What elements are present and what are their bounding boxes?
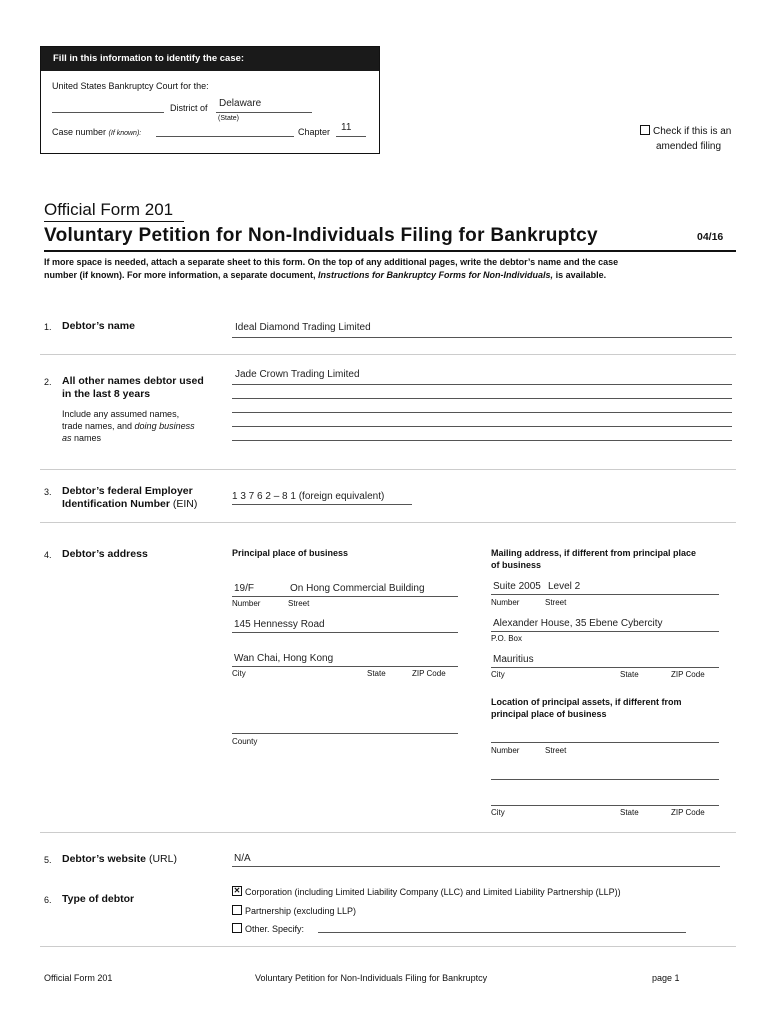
- county-label: County: [232, 737, 258, 746]
- title-rule: [44, 250, 736, 252]
- assets-city-label: City: [491, 808, 505, 817]
- form-version: 04/16: [697, 231, 724, 243]
- principal-zip-label: ZIP Code: [412, 669, 446, 678]
- principal-city-field[interactable]: [232, 666, 458, 667]
- assets-street-label: Street: [545, 746, 567, 755]
- checkbox-icon[interactable]: [232, 923, 242, 933]
- amended-filing-label-2: amended filing: [656, 141, 722, 152]
- q1-number: 1.: [44, 322, 52, 332]
- debtor-type-partnership[interactable]: Partnership (excluding LLP): [232, 905, 356, 916]
- court-blank-line: [52, 112, 164, 113]
- divider: [40, 522, 736, 523]
- q6-label: Type of debtor: [62, 893, 135, 905]
- mailing-city-field[interactable]: [491, 667, 719, 668]
- divider: [40, 469, 736, 470]
- district-value: Delaware: [219, 98, 262, 109]
- amended-filing-checkbox[interactable]: Check if this is an: [640, 125, 731, 137]
- intro-line-1: If more space is needed, attach a separate sheet to this form. On the top of any additional pages, write the debtor’s name and the case: [44, 257, 619, 267]
- intro-line-2: number (if known). For more information, a separate document, Instructions for Bankruptcy Forms for Non-Individuals, is available.: [44, 270, 607, 280]
- mailing-street-label: Street: [545, 598, 567, 607]
- footer-title: Voluntary Petition for Non-Individuals Filing for Bankruptcy: [255, 973, 488, 983]
- ein-value: 1 3 7 6 2 – 8 1 (foreign equivalent): [232, 491, 385, 502]
- chapter-value: 11: [341, 122, 352, 133]
- q2-label-1: All other names debtor used: [62, 375, 204, 387]
- mailing-zip-label: ZIP Code: [671, 670, 705, 679]
- principal-city-value: Wan Chai, Hong Kong: [234, 653, 334, 664]
- other-names-field-2[interactable]: [232, 398, 732, 399]
- case-info-box: [40, 46, 380, 154]
- county-field[interactable]: [232, 733, 458, 734]
- case-number-label: Case number (If known):: [52, 127, 142, 137]
- principal-line2-value: 145 Hennessy Road: [234, 619, 325, 630]
- other-names-value: Jade Crown Trading Limited: [235, 369, 360, 380]
- principal-number-value: 19/F: [234, 583, 255, 594]
- q2-number: 2.: [44, 377, 52, 387]
- q5-number: 5.: [44, 855, 52, 865]
- chapter-label: Chapter: [298, 127, 331, 137]
- principal-street-label: Street: [288, 599, 310, 608]
- q2-help-1: Include any assumed names,: [62, 409, 180, 419]
- mailing-street-value: Level 2: [548, 581, 581, 592]
- q3-label-2: Identification Number (EIN): [62, 498, 198, 510]
- divider: [40, 832, 736, 833]
- divider: [40, 946, 736, 947]
- debtor-type-other[interactable]: Other. Specify:: [232, 923, 304, 934]
- mailing-line2-value: Alexander House, 35 Ebene Cybercity: [493, 618, 663, 629]
- principal-heading: Principal place of business: [232, 548, 349, 558]
- principal-street-value: On Hong Commercial Building: [290, 583, 425, 594]
- mailing-line2-field[interactable]: [491, 631, 719, 632]
- mailing-heading-1: Mailing address, if different from principal place: [491, 548, 697, 558]
- district-field[interactable]: [216, 112, 312, 113]
- checkbox-icon[interactable]: [232, 905, 242, 915]
- assets-state-label: State: [620, 808, 639, 817]
- q1-label: Debtor’s name: [62, 320, 135, 332]
- debtor-name-value: Ideal Diamond Trading Limited: [235, 322, 371, 333]
- mailing-heading-2: of business: [491, 560, 542, 570]
- q3-label-1: Debtor’s federal Employer: [62, 485, 193, 497]
- debtor-type-corporation[interactable]: ✕Corporation (including Limited Liability Company (LLC) and Limited Liability Partnership (LLP)): [232, 886, 621, 897]
- ein-field[interactable]: [232, 504, 412, 505]
- q6-number: 6.: [44, 895, 52, 905]
- principal-number-label: Number: [232, 599, 261, 608]
- q5-label: Debtor’s website (URL): [62, 853, 177, 865]
- other-specify-field[interactable]: [318, 932, 686, 933]
- q4-number: 4.: [44, 550, 52, 560]
- footer-page-number: page 1: [652, 973, 680, 983]
- case-info-header: Fill in this information to identify the case:: [41, 47, 379, 71]
- case-number-field[interactable]: [156, 136, 294, 137]
- debtor-name-field[interactable]: [232, 337, 732, 338]
- chapter-field[interactable]: [336, 136, 366, 137]
- official-form-label: Official Form 201: [44, 200, 174, 219]
- principal-city-label: City: [232, 669, 246, 678]
- mailing-state-label: State: [620, 670, 639, 679]
- mailing-number-label: Number: [491, 598, 520, 607]
- q3-number: 3.: [44, 487, 52, 497]
- pobox-label: P.O. Box: [491, 634, 522, 643]
- q2-help-2: trade names, and doing business: [62, 421, 195, 431]
- assets-heading-1: Location of principal assets, if different from: [491, 697, 682, 707]
- checkbox-icon[interactable]: [640, 125, 650, 135]
- footer-form-name: Official Form 201: [44, 973, 113, 983]
- form-title: Voluntary Petition for Non-Individuals Filing for Bankruptcy: [44, 225, 598, 246]
- website-field[interactable]: [232, 866, 720, 867]
- website-value: N/A: [234, 853, 251, 864]
- mailing-city-value: Mauritius: [493, 654, 534, 665]
- other-names-field-5[interactable]: [232, 440, 732, 441]
- other-names-field-3[interactable]: [232, 412, 732, 413]
- other-names-field-4[interactable]: [232, 426, 732, 427]
- principal-street-field[interactable]: [232, 596, 458, 597]
- other-names-field-1[interactable]: [232, 384, 732, 385]
- state-label: (State): [218, 115, 240, 122]
- assets-number-label: Number: [491, 746, 520, 755]
- assets-heading-2: principal place of business: [491, 709, 607, 719]
- principal-line2-field[interactable]: [232, 632, 458, 633]
- mailing-city-label: City: [491, 670, 505, 679]
- principal-state-label: State: [367, 669, 386, 678]
- official-form-underline: [44, 221, 184, 222]
- assets-city-field[interactable]: [491, 805, 719, 806]
- mailing-street-field[interactable]: [491, 594, 719, 595]
- assets-line2-field[interactable]: [491, 779, 719, 780]
- district-of-label: District of: [170, 103, 208, 113]
- checkbox-checked-icon[interactable]: [232, 886, 242, 896]
- q2-help-3: as names: [62, 433, 102, 443]
- court-label: United States Bankruptcy Court for the:: [52, 81, 209, 91]
- assets-street-field[interactable]: [491, 742, 719, 743]
- q2-label-2: in the last 8 years: [62, 388, 151, 400]
- divider: [40, 354, 736, 355]
- mailing-number-value: Suite 2005: [493, 581, 541, 592]
- q4-label: Debtor’s address: [62, 548, 148, 560]
- assets-zip-label: ZIP Code: [671, 808, 705, 817]
